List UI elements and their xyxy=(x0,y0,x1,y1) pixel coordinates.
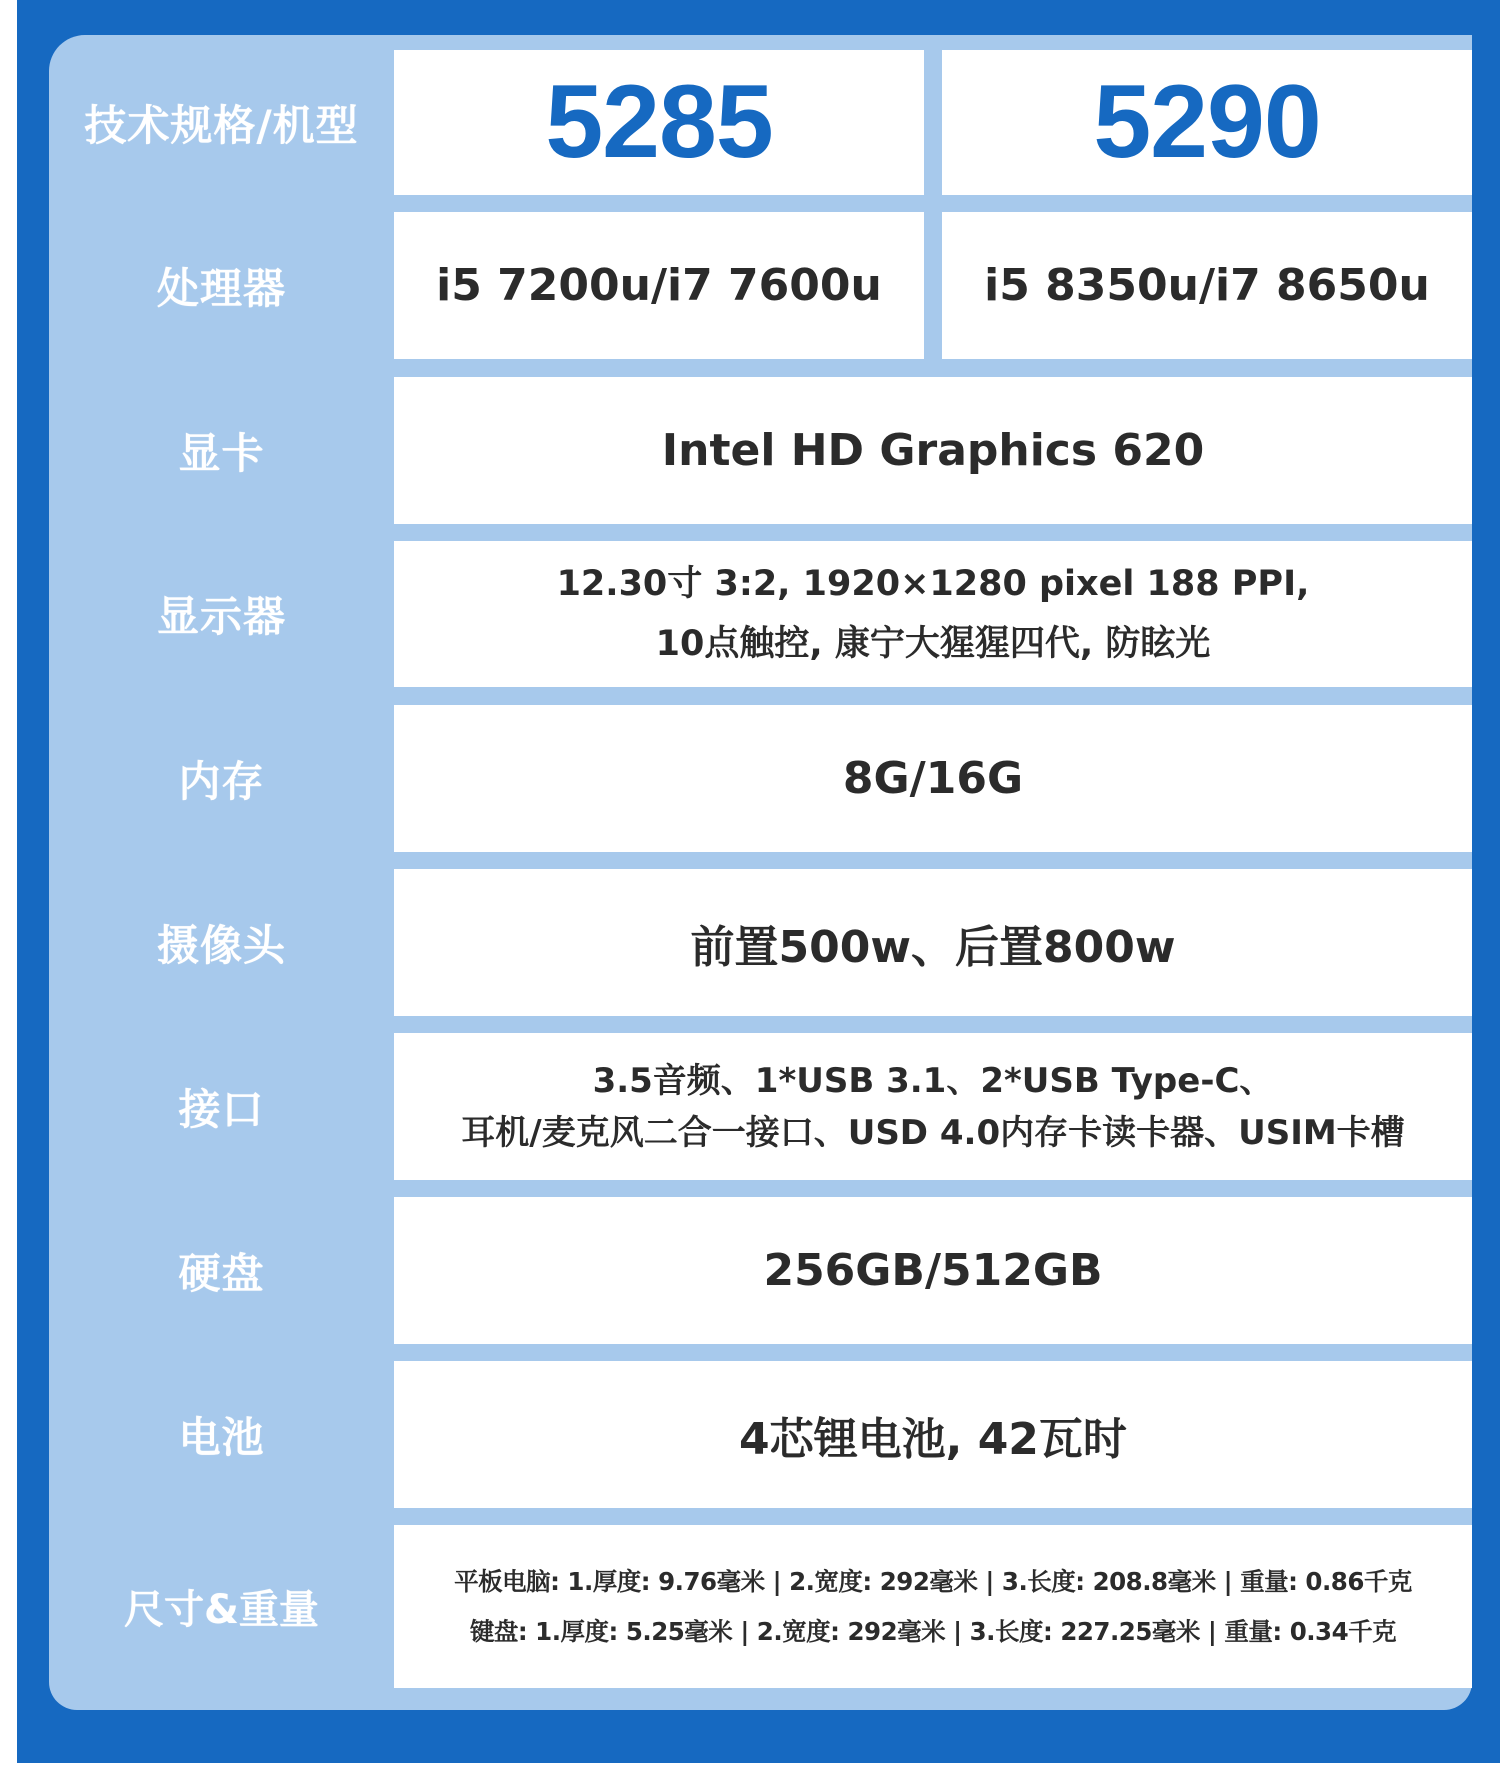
graphics-label: 显卡 xyxy=(178,428,265,478)
camera-cell xyxy=(394,869,1472,1016)
memory-cell xyxy=(394,705,1472,852)
display-line-2: 10点触控, 康宁大猩猩四代, 防眩光 xyxy=(655,624,1211,664)
memory-label: 内存 xyxy=(178,756,265,806)
processor-label: 处理器 xyxy=(156,263,286,313)
display-line-1: 12.30寸 3:2, 1920×1280 pixel 188 PPI, xyxy=(556,564,1310,604)
header-label: 技术规格/机型 xyxy=(84,100,359,150)
processor-5285-cell xyxy=(394,212,924,359)
display-cell xyxy=(394,541,1472,687)
memory-value: 8G/16G xyxy=(842,753,1024,804)
battery-cell xyxy=(394,1361,1472,1508)
ports-cell xyxy=(394,1033,1472,1180)
dimensions-label: 尺寸&重量 xyxy=(124,1587,319,1633)
model-5285-cell xyxy=(394,50,924,195)
battery-label: 电池 xyxy=(178,1412,265,1462)
ports-label: 接口 xyxy=(178,1084,265,1134)
storage-label: 硬盘 xyxy=(178,1248,265,1298)
camera-label: 摄像头 xyxy=(156,920,286,970)
model-5290-cell xyxy=(942,50,1472,195)
dimensions-cell xyxy=(394,1525,1472,1688)
model-a-number: 5285 xyxy=(545,64,773,180)
camera-value: 前置500w、后置800w xyxy=(690,921,1176,973)
dimensions-tablet-line: 平板电脑: 1.厚度: 9.76毫米 | 2.宽度: 292毫米 | 3.长度: 208.8毫米 | 重量: 0.86千克 xyxy=(454,1566,1412,1596)
ports-line-2: 耳机/麦克风二合一接口、USD 4.0内存卡读卡器、USIM卡槽 xyxy=(461,1112,1405,1153)
dimensions-keyboard-line: 键盘: 1.厚度: 5.25毫米 | 2.宽度: 292毫米 | 3.长度: 227.25毫米 | 重量: 0.34千克 xyxy=(469,1616,1397,1646)
ports-line-1: 3.5音频、1*USB 3.1、2*USB Type-C、 xyxy=(592,1060,1274,1101)
storage-cell xyxy=(394,1197,1472,1344)
processor-5290-cell xyxy=(942,212,1472,359)
graphics-cell xyxy=(394,377,1472,524)
processor-5290-value: i5 8350u/i7 8650u xyxy=(984,260,1430,311)
model-b-number: 5290 xyxy=(1093,64,1321,180)
storage-value: 256GB/512GB xyxy=(763,1245,1103,1296)
battery-value: 4芯锂电池, 42瓦时 xyxy=(739,1413,1127,1465)
processor-5285-value: i5 7200u/i7 7600u xyxy=(436,260,882,311)
display-label: 显示器 xyxy=(156,592,286,641)
graphics-value: Intel HD Graphics 620 xyxy=(661,425,1205,476)
